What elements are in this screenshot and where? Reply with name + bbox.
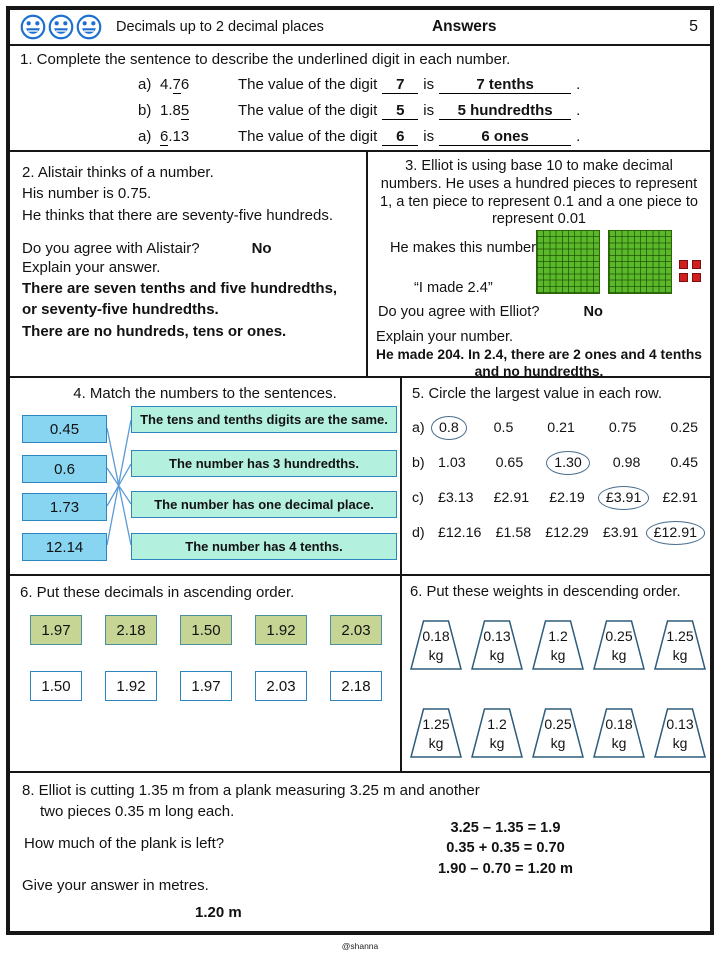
q6-answer-box: 1.50 <box>30 671 82 701</box>
match-sentence-box: The number has 4 tenths. <box>131 533 397 560</box>
base10-one-block <box>692 273 701 282</box>
match-number-box: 0.45 <box>22 415 107 443</box>
q1-number: 6.13 <box>160 128 190 145</box>
q5-value: 0.75 <box>608 420 637 436</box>
q1-item-label: a) <box>138 128 152 145</box>
question-8-section <box>10 771 710 931</box>
q1-sentence-end: . <box>576 76 581 93</box>
question-7-prompt: 6. Put these weights in descending order. <box>410 584 681 600</box>
question-2-agree-question: Do you agree with Alistair? <box>22 239 200 257</box>
weight-icon <box>654 620 706 670</box>
q5-circled-value: 0.8 <box>431 416 467 440</box>
q5-value: £12.29 <box>545 525 589 541</box>
q5-row-label: b) <box>412 455 425 471</box>
q1-sentence-pre: The value of the digit <box>238 102 378 119</box>
row-q6-q7 <box>10 574 710 771</box>
question-3-agree-answer: No <box>583 304 603 320</box>
row-q4-q5 <box>10 376 710 574</box>
q3-explanation-line: and no hundredths. <box>474 364 604 380</box>
q5-row-label: c) <box>412 490 424 506</box>
svg-text:kg: kg <box>428 647 444 663</box>
svg-text:kg: kg <box>489 735 505 751</box>
match-number-box: 1.73 <box>22 493 107 521</box>
question-8-instruction: Give your answer in metres. <box>22 877 209 894</box>
question-3-prompt: 3. Elliot is using base 10 to make decimal numbers. He uses a hundred pieces to represent 1, a ten piece to represent 0.1 and a one piece to represent 0.01 <box>379 158 699 228</box>
question-7-given-weights <box>410 620 706 675</box>
q5-value: 0.65 <box>495 455 524 471</box>
base10-one-block <box>679 260 688 269</box>
question-8-answer: 1.20 m <box>195 904 242 921</box>
row-q2-q3 <box>10 150 710 380</box>
svg-text:0.25: 0.25 <box>544 716 572 732</box>
q5-value: 0.45 <box>670 455 698 471</box>
match-sentence-box: The number has 3 hundredths. <box>131 450 397 477</box>
q1-row <box>20 102 700 120</box>
svg-text:0.13: 0.13 <box>666 716 694 732</box>
weight-shape <box>532 708 584 763</box>
weight-icon <box>410 620 462 670</box>
header <box>10 10 710 44</box>
question-1-rows <box>20 76 700 146</box>
svg-text:1.2: 1.2 <box>487 716 507 732</box>
q5-row <box>412 524 702 542</box>
question-6-answer-boxes <box>30 671 400 701</box>
q5-value: 0.5 <box>493 420 514 436</box>
q5-circled-value: 1.30 <box>546 451 590 475</box>
weight-shape <box>471 708 523 763</box>
question-2-explain-label: Explain your answer. <box>22 258 161 276</box>
question-2-answer-line: There are no hundreds, tens or ones. <box>22 322 287 340</box>
base10-one-block <box>692 260 701 269</box>
q5-value: 0.98 <box>612 455 641 471</box>
q1-value-answer: 5 hundredths <box>439 102 571 120</box>
match-number-box: 12.14 <box>22 533 107 561</box>
svg-text:0.18: 0.18 <box>422 628 450 644</box>
q3-explanation-line: He made 204. In 2.4, there are 2 ones and 4 tenths <box>376 347 702 362</box>
svg-text:kg: kg <box>550 735 566 751</box>
svg-text:kg: kg <box>489 647 505 663</box>
match-sentence-box: The number has one decimal place. <box>131 491 397 518</box>
svg-text:kg: kg <box>611 735 627 751</box>
weight-icon <box>593 620 645 670</box>
q8-working-line: 0.35 + 0.35 = 0.70 <box>446 840 565 857</box>
q1-digit-answer: 6 <box>382 128 418 146</box>
q1-row <box>20 128 700 146</box>
q5-row <box>412 489 702 507</box>
svg-text:0.13: 0.13 <box>483 628 511 644</box>
match-number-box: 0.6 <box>22 455 107 483</box>
question-6-given-boxes <box>30 615 400 645</box>
q5-value: £2.19 <box>549 490 585 506</box>
q1-sentence-pre: The value of the digit <box>238 128 378 145</box>
question-2-agree-row <box>22 240 358 257</box>
q6-given-box: 1.92 <box>255 615 307 645</box>
q6-given-box: 1.50 <box>180 615 232 645</box>
q1-item-label: b) <box>138 102 152 119</box>
q5-value: £3.91 <box>602 525 639 541</box>
question-1-section <box>10 44 710 150</box>
question-8-question: How much of the plank is left? <box>24 835 225 852</box>
q1-sentence-end: . <box>576 102 581 119</box>
page-number: 5 <box>689 18 698 35</box>
question-1-prompt: 1. Complete the sentence to describe the underlined digit in each number. <box>20 51 511 68</box>
q5-value: £1.58 <box>495 525 532 541</box>
answers-label: Answers <box>431 18 497 35</box>
q5-value: 1.03 <box>438 455 466 471</box>
q5-value: £3.13 <box>438 490 474 506</box>
svg-text:kg: kg <box>672 647 688 663</box>
question-2-answer-line: There are seven tenths and five hundredths, <box>22 280 338 298</box>
credit-text: @shanna <box>341 941 379 951</box>
q5-row-label: a) <box>412 420 425 436</box>
q6-answer-box: 2.18 <box>330 671 382 701</box>
q5-value: £2.91 <box>662 490 698 506</box>
question-6-prompt: 6. Put these decimals in ascending order. <box>20 584 295 601</box>
q5-value: £2.91 <box>493 490 530 506</box>
weight-shape <box>410 620 462 675</box>
svg-text:kg: kg <box>428 735 444 751</box>
question-5-prompt: 5. Circle the largest value in each row. <box>412 386 663 402</box>
weight-shape <box>471 620 523 675</box>
svg-text:1.2: 1.2 <box>548 628 568 644</box>
q5-values <box>438 419 702 437</box>
svg-text:kg: kg <box>550 647 566 663</box>
page-title: Decimals up to 2 decimal places <box>116 19 324 35</box>
q6-given-box: 2.18 <box>105 615 157 645</box>
question-8-line: two pieces 0.35 m long each. <box>40 803 235 820</box>
q1-value-answer: 6 ones <box>439 128 571 146</box>
weight-icon <box>410 708 462 758</box>
q1-number: 4.76 <box>160 76 190 93</box>
weight-shape <box>593 620 645 675</box>
question-6-section <box>10 576 400 771</box>
base10-one-block <box>679 273 688 282</box>
smiley-icon <box>20 14 46 40</box>
svg-text:0.25: 0.25 <box>605 628 633 644</box>
q8-working-line: 3.25 – 1.35 = 1.9 <box>450 820 561 836</box>
question-3-explanation <box>368 346 710 380</box>
svg-text:0.18: 0.18 <box>605 716 633 732</box>
q5-row-label: d) <box>412 525 425 541</box>
q6-answer-box: 1.92 <box>105 671 157 701</box>
weight-icon <box>654 708 706 758</box>
weight-icon <box>532 620 584 670</box>
question-5-rows <box>412 419 702 542</box>
base10-hundred-block <box>536 230 600 294</box>
q5-value: 0.25 <box>670 420 698 436</box>
question-3-quote: “I made 2.4” <box>414 280 493 296</box>
worksheet-sheet <box>6 6 714 935</box>
q1-digit-answer: 5 <box>382 102 418 120</box>
q1-sentence-pre: The value of the digit <box>238 76 378 93</box>
q5-circled-value: £3.91 <box>598 486 650 510</box>
question-7-answer-weights <box>410 708 706 763</box>
question-4-prompt: 4. Match the numbers to the sentences. <box>73 385 337 402</box>
q1-underlined-digit: 6 <box>160 128 169 145</box>
q1-row <box>20 76 700 94</box>
q5-values <box>438 524 702 542</box>
q6-given-box: 1.97 <box>30 615 82 645</box>
question-2-answer-line: or seventy-five hundredths. <box>22 301 219 319</box>
q1-sentence-end: . <box>576 128 581 145</box>
question-7-section <box>400 576 710 771</box>
q5-row <box>412 419 702 437</box>
svg-text:kg: kg <box>672 735 688 751</box>
base10-hundred-block <box>608 230 672 294</box>
weight-shape <box>654 620 706 675</box>
q1-sentence-mid: is <box>423 128 435 145</box>
q1-item-label: a) <box>138 76 152 93</box>
q5-value: 0.21 <box>547 420 575 436</box>
question-4-section <box>10 378 400 574</box>
question-3-explain-label: Explain your number. <box>376 329 514 345</box>
smiley-icons <box>20 14 102 40</box>
q1-sentence-mid: is <box>423 102 435 119</box>
svg-text:1.25: 1.25 <box>666 628 694 644</box>
q1-sentence-mid: is <box>423 76 435 93</box>
smiley-icon <box>76 14 102 40</box>
question-2-section <box>10 152 366 376</box>
q5-row <box>412 454 702 472</box>
weight-shape <box>654 708 706 763</box>
question-2-line: His number is 0.75. <box>22 185 152 203</box>
question-2-agree-answer: No <box>251 239 272 257</box>
question-5-section <box>400 378 710 574</box>
weight-icon <box>471 620 523 670</box>
weight-shape <box>593 708 645 763</box>
q6-answer-box: 1.97 <box>180 671 232 701</box>
smiley-icon <box>48 14 74 40</box>
q5-values <box>438 489 702 507</box>
svg-text:1.25: 1.25 <box>422 716 450 732</box>
q5-circled-value: £12.91 <box>646 521 705 545</box>
question-3-makes-label: He makes this number <box>390 240 536 256</box>
q1-digit-answer: 7 <box>382 76 418 94</box>
q6-given-box: 2.03 <box>330 615 382 645</box>
weight-shape <box>410 708 462 763</box>
q1-underlined-digit: 7 <box>172 76 181 93</box>
q1-underlined-digit: 5 <box>180 102 190 119</box>
question-8-working <box>398 818 613 879</box>
question-3-agree-row <box>378 304 603 320</box>
q8-working-line: 1.90 – 0.70 = 1.20 m <box>437 860 574 877</box>
question-8-line: 8. Elliot is cutting 1.35 m from a plank measuring 3.25 m and another <box>22 782 480 799</box>
q1-value-answer: 7 tenths <box>439 76 571 94</box>
q5-values <box>438 454 702 472</box>
q1-number: 1.85 <box>160 102 190 119</box>
question-2-line: He thinks that there are seventy-five hundreds. <box>22 206 334 224</box>
question-2-line: 2. Alistair thinks of a number. <box>22 164 214 181</box>
weight-icon <box>593 708 645 758</box>
base10-one-blocks <box>679 260 701 282</box>
svg-text:kg: kg <box>611 647 627 663</box>
q6-answer-box: 2.03 <box>255 671 307 701</box>
question-3-section <box>366 152 710 380</box>
weight-icon <box>532 708 584 758</box>
weight-icon <box>471 708 523 758</box>
question-3-agree-question: Do you agree with Elliot? <box>378 304 540 320</box>
q5-value: £12.16 <box>438 525 482 541</box>
match-sentence-box: The tens and tenths digits are the same. <box>131 406 397 433</box>
weight-shape <box>532 620 584 675</box>
